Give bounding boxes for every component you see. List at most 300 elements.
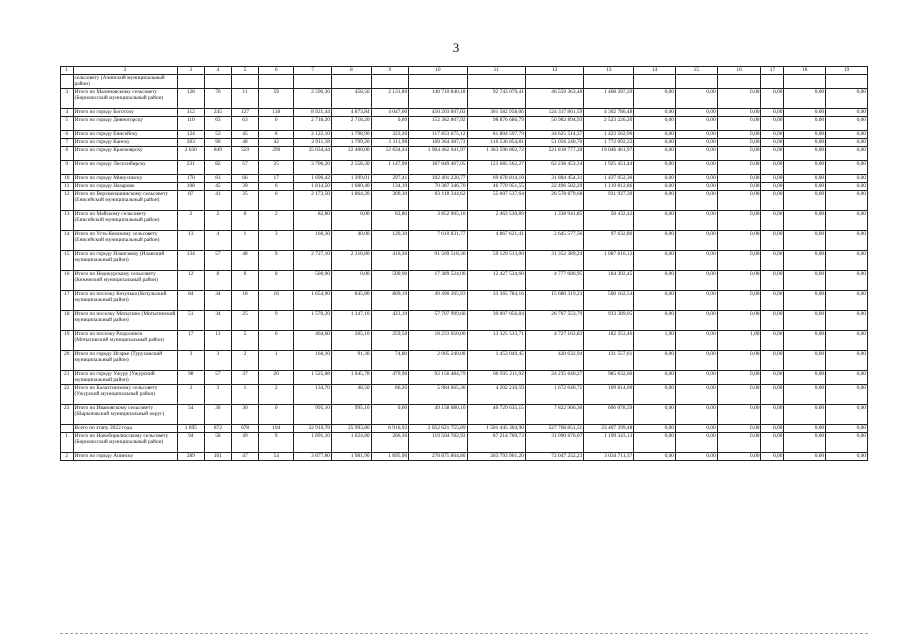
row-number: 12 (61, 191, 74, 211)
value-cell: 124 (177, 131, 204, 139)
value-cell: 0,00 (676, 453, 718, 461)
value-cell: 0,00 (826, 433, 868, 453)
value-cell: 0,00 (676, 211, 718, 231)
value-cell: 0,00 (761, 183, 784, 191)
row-number: 20 (61, 351, 74, 371)
value-cell: 0,00 (784, 175, 826, 183)
value-cell: 37 (231, 371, 258, 385)
value-cell: 55 607 537,64 (467, 191, 525, 211)
value-cell: 0,00 (784, 351, 826, 371)
value-cell: 0,00 (676, 351, 718, 371)
value-cell: 152 382 807,92 (409, 117, 467, 131)
value-cell: 301 582 958,06 (467, 109, 525, 117)
value-cell: 0,00 (717, 131, 761, 139)
row-name: Итого по Малиновскому сельсовету (Бирилюсский муниципальный район) (73, 89, 177, 109)
value-cell: 12 (177, 271, 204, 291)
value-cell: 0,00 (784, 453, 826, 461)
value-cell: 53 (204, 131, 231, 139)
row-number: 17 (61, 291, 74, 311)
value-cell (584, 75, 634, 89)
value-cell: 47 (231, 453, 258, 461)
value-cell: 0,00 (761, 89, 784, 109)
value-cell: 54 (259, 453, 294, 461)
value-cell: 1 799,20 (332, 139, 372, 147)
row-name: Итого по городу Ачинску (73, 453, 177, 461)
header-cell: 16 (717, 67, 761, 75)
value-cell: 0,00 (676, 291, 718, 311)
value-cell: 5 (231, 331, 258, 351)
value-cell: 3 (259, 231, 294, 251)
row-name: Итого по Майскому сельсовету (Енисейский муниципальный район) (73, 211, 177, 231)
row-number: 5 (61, 117, 74, 131)
value-cell: 1 680,40 (332, 183, 372, 191)
row-name: Итого по Ивановскому сельсовету (Шарыповский муниципальный округ) (73, 405, 177, 425)
value-cell: 169 364 387,73 (409, 139, 467, 147)
value-cell: 0,00 (784, 311, 826, 331)
row-name: Итого по Усть-Кемскому сельсовету (Енисейский муниципальный район) (73, 231, 177, 251)
value-cell: 26 767 553,79 (525, 311, 583, 331)
value-cell: 57 (231, 161, 258, 175)
value-cell: 0,00 (634, 109, 676, 117)
value-cell: 123 685 562,27 (467, 161, 525, 175)
value-cell: 0,00 (717, 433, 761, 453)
value-cell: 92 743 079,41 (467, 89, 525, 109)
value-cell: 30 007 056,84 (467, 311, 525, 331)
value-cell: 420 632,94 (525, 351, 583, 371)
table-row (61, 351, 868, 371)
value-cell: 2 463 530,89 (467, 211, 525, 231)
value-cell: 194 (259, 425, 294, 433)
value-cell: 1 864,20 (332, 191, 372, 211)
value-cell: 259,50 (371, 331, 409, 351)
value-cell: 0,00 (676, 311, 718, 331)
value-cell: 4 302 786,48 (584, 109, 634, 117)
value-cell: 0,00 (826, 147, 868, 161)
value-cell: 0,00 (676, 109, 718, 117)
value-cell: 5 984 665,36 (409, 385, 467, 405)
value-cell: 995,10 (294, 405, 332, 425)
value-cell: 203 (177, 139, 204, 147)
value-cell: 0,00 (784, 109, 826, 117)
value-cell: 1,00 (717, 331, 761, 351)
value-cell: 40,00 (332, 231, 372, 251)
value-cell: 1 119 812,86 (584, 183, 634, 191)
value-cell: 0,00 (634, 371, 676, 385)
value-cell: 0 (231, 211, 258, 231)
value-cell: 45 (204, 183, 231, 191)
value-cell: 19 046 461,97 (584, 147, 634, 161)
value-cell: 2 (231, 351, 258, 371)
value-cell: 0,00 (717, 271, 761, 291)
value-cell: 266,30 (371, 433, 409, 453)
value-cell: 4 047,60 (371, 109, 409, 117)
value-cell: 1 408 397,29 (584, 89, 634, 109)
value-cell: 0,00 (826, 117, 868, 131)
value-cell: 98 876 686,79 (467, 117, 525, 131)
value-cell: 0,00 (826, 331, 868, 351)
value-cell: 0,00 (826, 351, 868, 371)
table-row (61, 211, 868, 231)
value-cell: 527 768 851,51 (525, 425, 583, 433)
value-cell: 1 045,78 (332, 371, 372, 385)
row-name: Итого по городу Дивногорску (73, 117, 177, 131)
value-cell: 0,00 (784, 231, 826, 251)
value-cell: 0,00 (676, 251, 718, 271)
value-cell: 4 202 210,59 (467, 385, 525, 405)
value-cell: 166,10 (294, 351, 332, 371)
value-cell: 0,00 (784, 183, 826, 191)
value-cell: 1 363 596 802,72 (467, 147, 525, 161)
value-cell: 0,00 (717, 405, 761, 425)
row-name: Итого по городу Лесосибирску (73, 161, 177, 175)
value-cell: 1 672 640,71 (525, 385, 583, 405)
row-name: Итого по поселку Козулька (Козульский муниципальный район) (73, 291, 177, 311)
header-cell: 1 (61, 67, 74, 75)
value-cell: 1 147,10 (332, 311, 372, 331)
value-cell: 24 235 640,27 (525, 371, 583, 385)
value-cell: 205,10 (332, 331, 372, 351)
value-cell: 0,00 (761, 131, 784, 139)
value-cell: 458,56 (332, 89, 372, 109)
value-cell: 1 904 462 041,97 (409, 147, 467, 161)
value-cell: 49 490 265,93 (409, 291, 467, 311)
table-row (61, 425, 868, 433)
value-cell: 87 214 769,73 (467, 433, 525, 453)
value-cell: 0,00 (717, 175, 761, 183)
value-cell: 102 401 220,77 (409, 175, 467, 183)
value-cell: 1 525,68 (294, 371, 332, 385)
value-cell: 1 798,90 (332, 131, 372, 139)
table-row (61, 291, 868, 311)
value-cell: 0,00 (676, 161, 718, 175)
table-row (61, 147, 868, 161)
value-cell: 0,00 (634, 405, 676, 425)
value-cell: 134 (177, 251, 204, 271)
value-cell (204, 75, 231, 89)
row-name: Итого по Новобирилюсскому сельсовету (Бирилюсский муниципальный район) (73, 433, 177, 453)
value-cell: 25 993,86 (332, 425, 372, 433)
value-cell: 0,00 (676, 385, 718, 405)
value-cell: 0,00 (717, 291, 761, 311)
value-cell: 0 (231, 271, 258, 291)
value-cell: 0,00 (717, 351, 761, 371)
value-cell: 0,00 (676, 117, 718, 131)
value-cell: 2 911,18 (294, 139, 332, 147)
value-cell: 0,00 (717, 231, 761, 251)
value-cell: 1 338 941,85 (525, 211, 583, 231)
value-cell: 0,00 (761, 231, 784, 251)
value-cell: 845,80 (332, 291, 372, 311)
value-cell: 0,00 (676, 405, 718, 425)
value-cell: 45 (231, 131, 258, 139)
value-cell: 6 916,92 (371, 425, 409, 433)
value-cell: 0,00 (761, 161, 784, 175)
value-cell: 62 238 453,34 (525, 161, 583, 175)
value-cell: 0,00 (634, 251, 676, 271)
value-cell (826, 75, 868, 89)
value-cell: 25 (231, 311, 258, 331)
value-cell: 0,00 (784, 425, 826, 433)
row-name: Итого по городу Игарке (Туруханский муниципальный район) (73, 351, 177, 371)
value-cell: 312 (177, 109, 204, 117)
value-cell: 0,00 (634, 139, 676, 147)
value-cell: 92 156 484,79 (409, 371, 467, 385)
value-cell: 18 (231, 291, 258, 311)
table-row (61, 433, 868, 453)
table-row (61, 311, 868, 331)
value-cell: 416,30 (371, 251, 409, 271)
value-cell: 0,00 (634, 147, 676, 161)
value-cell: 0 (259, 405, 294, 425)
header-cell: 10 (409, 67, 467, 75)
value-cell: 50 432,42 (584, 211, 634, 231)
value-cell: 0,00 (717, 89, 761, 109)
value-cell: 1 891,10 (294, 433, 332, 453)
value-cell: 3 852 905,16 (409, 211, 467, 231)
value-cell: 20 (259, 371, 294, 385)
table-row (61, 385, 868, 405)
value-cell: 2 590,36 (294, 89, 332, 109)
value-cell: 12 427 534,60 (467, 271, 525, 291)
value-cell: 4 873,84 (332, 109, 372, 117)
value-cell: 34 (204, 291, 231, 311)
value-cell: 1 925 451,44 (584, 161, 634, 175)
value-cell: 82,80 (294, 211, 332, 231)
row-number: 3 (61, 89, 74, 109)
value-cell: 849 (204, 147, 231, 161)
row-name: Всего по этапу 2022 года (73, 425, 177, 433)
row-number: 13 (61, 211, 74, 231)
value-cell: 39 (231, 183, 258, 191)
value-cell: 0,00 (634, 183, 676, 191)
value-cell: 1 111,98 (371, 139, 409, 147)
row-number: 4 (61, 109, 74, 117)
value-cell: 0,00 (761, 311, 784, 331)
value-cell: 59 (259, 89, 294, 109)
value-cell: 297,41 (371, 175, 409, 183)
value-cell: 120,30 (371, 231, 409, 251)
table-row (61, 191, 868, 211)
value-cell: 69 078 814,10 (467, 175, 525, 183)
value-cell: 17 (177, 331, 204, 351)
value-cell: 13 325 533,71 (467, 331, 525, 351)
value-cell: 0,00 (332, 271, 372, 291)
value-cell: 0,00 (826, 385, 868, 405)
value-cell: 0,00 (717, 211, 761, 231)
value-cell: 40 729 635,15 (467, 405, 525, 425)
value-cell: 50 982 894,93 (525, 117, 583, 131)
value-cell: 678 (231, 425, 258, 433)
value-cell: 0,00 (761, 291, 784, 311)
value-cell: 3 (204, 351, 231, 371)
value-cell: 0,00 (784, 385, 826, 405)
value-cell: 0,00 (717, 161, 761, 175)
row-name: Итого по поселку Раздолинск (Мотыгинский муниципальный район) (73, 331, 177, 351)
row-name: Итого по городу Канску (73, 139, 177, 147)
value-cell: 35 (231, 191, 258, 211)
value-cell: 0,00 (784, 161, 826, 175)
value-cell: 9 (259, 251, 294, 271)
value-cell: 0,00 (826, 131, 868, 139)
value-cell: 4 727 162,83 (525, 331, 583, 351)
value-cell: 0,00 (784, 147, 826, 161)
value-cell: 1 624,80 (332, 433, 372, 453)
table-row (61, 175, 868, 183)
row-number: 2 (61, 453, 74, 461)
value-cell: 0,00 (676, 147, 718, 161)
value-cell: 46 770 951,55 (467, 183, 525, 191)
value-cell: 17 389 524,00 (409, 271, 467, 291)
value-cell: 0,00 (826, 183, 868, 191)
value-cell: 479,90 (371, 371, 409, 385)
table-row (61, 89, 868, 109)
value-cell: 0,00 (826, 291, 868, 311)
value-cell: 1 772 092,22 (584, 139, 634, 147)
value-cell: 0,00 (784, 331, 826, 351)
value-cell: 0,00 (826, 109, 868, 117)
value-cell: 278 875 864,80 (409, 453, 467, 461)
row-name: Итого по Балахтинскому сельсовету (Ужурский муниципальный район) (73, 385, 177, 405)
value-cell: 3 877,80 (294, 453, 332, 461)
value-cell: 51 (177, 311, 204, 331)
value-cell: 109 814,06 (584, 385, 634, 405)
value-cell: 2 718,20 (294, 117, 332, 131)
value-cell: 0,00 (332, 211, 372, 231)
value-cell: 22 400,00 (332, 147, 372, 161)
value-cell: 15 680 319,23 (525, 291, 583, 311)
value-cell: 0,00 (717, 147, 761, 161)
value-cell: 0,00 (761, 453, 784, 461)
header-cell: 4 (204, 67, 231, 75)
value-cell: 245 (204, 109, 231, 117)
value-cell: 423,10 (371, 311, 409, 331)
value-cell: 108 (177, 183, 204, 191)
header-cell: 17 (761, 67, 784, 75)
value-cell: 1,00 (634, 331, 676, 351)
value-cell: 84 (177, 291, 204, 311)
value-cell: 9 (259, 311, 294, 331)
value-cell: 2 718,20 (332, 117, 372, 131)
page-number: 3 (452, 40, 460, 55)
value-cell: 1 453 049,45 (467, 351, 525, 371)
value-cell: 134,70 (294, 385, 332, 405)
value-cell: 995,10 (332, 405, 372, 425)
value-cell: 0,00 (634, 425, 676, 433)
value-cell: 94 (177, 433, 204, 453)
row-number: 10 (61, 175, 74, 183)
value-cell: 170 (177, 175, 204, 183)
value-cell: 1 981,90 (332, 453, 372, 461)
row-name: Итого по городу Минусинску (73, 175, 177, 183)
value-cell: 0,00 (761, 147, 784, 161)
value-cell: 17 (259, 175, 294, 183)
value-cell: 289 (177, 453, 204, 461)
row-name: Итого по городу Назарово (73, 183, 177, 191)
value-cell: 0,00 (676, 331, 718, 351)
value-cell: 0,00 (826, 191, 868, 211)
row-name: Итого по Верхнепашинскому сельсовету (Енисейский муниципальный район) (73, 191, 177, 211)
value-cell: 0,00 (634, 161, 676, 175)
value-cell: 0,00 (826, 161, 868, 175)
row-number: 9 (61, 161, 74, 175)
value-cell: 6 (259, 183, 294, 191)
value-cell (371, 75, 409, 89)
value-cell: 0,00 (761, 351, 784, 371)
page-bottom-edge (60, 633, 868, 634)
value-cell: 1 087 616,12 (584, 251, 634, 271)
value-cell: 559 (231, 147, 258, 161)
value-cell: 0,00 (826, 211, 868, 231)
value-cell: 0,00 (717, 371, 761, 385)
header-cell: 19 (826, 67, 868, 75)
value-cell: 0,00 (676, 433, 718, 453)
row-number: 16 (61, 271, 74, 291)
value-cell: 48 (231, 251, 258, 271)
table-row (61, 371, 868, 385)
value-cell: 2 523 226,20 (584, 117, 634, 131)
value-cell: 91,30 (332, 351, 372, 371)
table-row (61, 139, 868, 147)
row-number (61, 425, 74, 433)
value-cell: 0,00 (761, 433, 784, 453)
value-cell: 2 310,80 (332, 251, 372, 271)
value-cell: 0,00 (826, 139, 868, 147)
value-cell: 66 (231, 175, 258, 183)
value-cell: 23 407 399,48 (584, 425, 634, 433)
value-cell: 0,00 (784, 191, 826, 211)
value-cell: 34 (204, 311, 231, 331)
value-cell: 31 090 670,07 (525, 433, 583, 453)
value-cell: 0,00 (676, 139, 718, 147)
value-cell: 0,00 (717, 183, 761, 191)
value-cell: 0,00 (371, 405, 409, 425)
value-cell: 0,00 (784, 251, 826, 271)
header-cell: 12 (525, 67, 583, 75)
value-cell: 2 (259, 211, 294, 231)
value-cell: 203 793 901,20 (467, 453, 525, 461)
value-cell: 809,10 (371, 291, 409, 311)
value-cell: 0,00 (784, 89, 826, 109)
value-cell: 0,00 (717, 139, 761, 147)
value-cell: 8 (259, 271, 294, 291)
value-cell: 0,00 (676, 175, 718, 183)
value-cell: 31 352 389,24 (525, 251, 583, 271)
value-cell: 57 (204, 251, 231, 271)
value-cell: 12 634,44 (371, 147, 409, 161)
value-cell: 0,00 (826, 405, 868, 425)
value-cell: 464,60 (294, 331, 332, 351)
value-cell: 110 (177, 117, 204, 131)
value-cell: 3 (177, 385, 204, 405)
value-cell: 140 710 840,18 (409, 89, 467, 109)
value-cell: 70 (204, 89, 231, 109)
value-cell: 34 625 514,37 (525, 131, 583, 139)
row-number: 22 (61, 385, 74, 405)
value-cell (177, 75, 204, 89)
header-row (61, 67, 868, 75)
value-cell: 0,00 (761, 117, 784, 131)
value-cell: 0,00 (676, 231, 718, 251)
value-cell: 1 (231, 385, 258, 405)
value-cell: 83 (204, 175, 231, 183)
value-cell: 0,00 (761, 371, 784, 385)
value-cell: 91 569 518,36 (409, 251, 467, 271)
value-cell: 3 034 711,37 (584, 453, 634, 461)
value-cell: 2 131,80 (371, 89, 409, 109)
value-cell: 0,00 (634, 117, 676, 131)
value-cell: 500,90 (371, 271, 409, 291)
value-cell: 0,00 (634, 211, 676, 231)
